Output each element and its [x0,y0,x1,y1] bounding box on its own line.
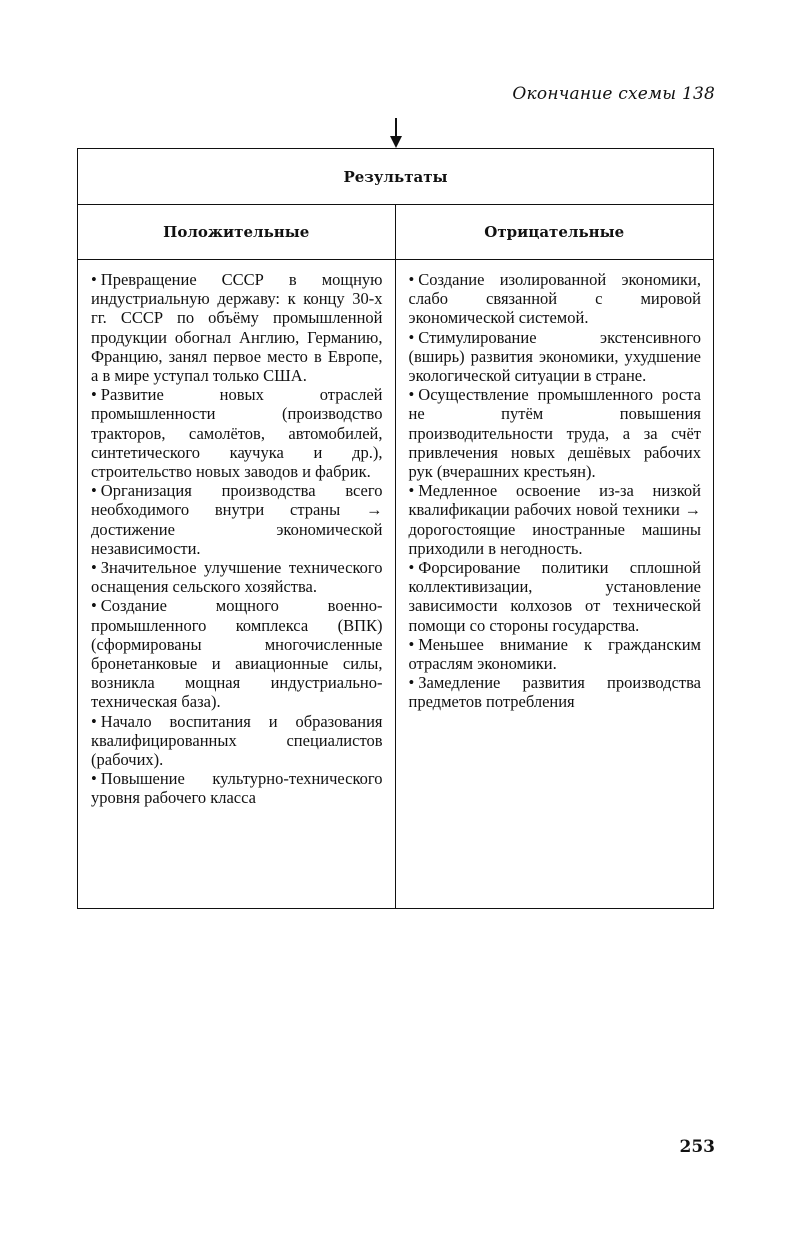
positive-list-item [91,558,383,596]
results-title: Результаты [343,167,448,186]
negative-column-header [396,205,714,260]
page-number: 253 [679,1137,715,1157]
bullet-icon: • [91,769,97,789]
positive-list-item [91,596,383,711]
bullet-icon: • [91,270,97,289]
positive-list-item [91,385,383,481]
bullet-icon: • [91,711,97,731]
positive-list [78,260,395,808]
negative-item-text: Создание изолированной экономики, слабо связанной с мировой экономической системой. [408,270,701,328]
bullet-icon: • [408,558,415,578]
negative-list-item [409,558,702,635]
negative-list-item [409,481,702,558]
scheme-continuation-caption: Окончание схемы 138 [512,84,715,104]
negative-list-item [409,270,702,328]
positive-item-text: Повышение культурно-технического уровня рабочего класса [91,769,383,808]
positive-item-text: Превращение СССР в мощную индустриальную державу: к концу 30-х гг. СССР по объёму промышленной продукции обогнал Англию, Германию, Францию, занял первое место в Европе, а в мире уступал только США. [91,270,383,386]
negative-item-text: Стимулирование экстенсивного (вширь) развития экономики, ухудшение экологической ситуации в стране. [408,327,701,386]
bullet-icon: • [408,327,415,347]
positive-item-text: Значительное улучшение технического оснащения сельского хозяйства. [91,558,383,597]
results-columns [78,205,713,909]
positive-item-text: Организация производства всего необходимого внутри страны → достижение экономической независимости. [91,481,383,558]
positive-list-item [91,481,383,558]
positive-list-item [91,769,383,807]
positive-list-item [91,270,383,385]
positive-item-text: Начало воспитания и образования квалифицированных специалистов (рабочих). [91,711,383,770]
positive-list-item [91,712,383,770]
negative-item-text: Медленное освоение из-за низкой квалификации рабочих новой техники → дорогостоящие иностранные машины приходили в негодность. [408,481,701,558]
bullet-icon: • [408,673,415,693]
negative-item-text: Замедление развития производства предметов потребления [408,673,701,712]
bullet-icon: • [408,634,415,654]
positive-column-header [78,205,395,260]
results-scheme-table [77,148,714,909]
results-header [78,149,713,205]
bullet-icon: • [408,270,415,289]
negative-item-text: Осуществление промышленного роста не путём повышения производительности труда, а за счёт привлечения новых дешёвых рабочих рук (вчерашних крестьян). [408,385,701,482]
negative-item-text: Форсирование политики сплошной коллективизации, установление зависимости колхозов от технической помощи со стороны государства. [408,558,701,635]
negative-column [396,205,714,909]
negative-list-item [409,635,702,673]
positive-item-text: Развитие новых отраслей промышленности (производство тракторов, самолётов, автомобилей, синтетического каучука и др.), строительство новых заводов и фабрик. [91,385,383,482]
negative-list-item [409,385,702,481]
bullet-icon: • [91,558,97,578]
positive-title: Положительные [163,223,310,241]
negative-list [396,260,714,712]
bullet-icon: • [91,385,97,405]
negative-list-item [409,673,702,711]
bullet-icon: • [408,385,415,405]
negative-item-text: Меньшее внимание к гражданским отраслям экономики. [408,634,701,674]
bullet-icon: • [91,481,97,501]
arrow-down-icon [390,136,402,148]
negative-title: Отрицательные [484,223,625,241]
bullet-icon: • [408,481,415,501]
bullet-icon: • [91,596,97,616]
negative-list-item [409,328,702,386]
positive-item-text: Создание мощного военно-промышленного комплекса (ВПК) (сформированы многочисленные бронетанковые и авиационные силы, возникла мощная индустриально-техническая база). [91,596,383,712]
positive-column [78,205,396,909]
